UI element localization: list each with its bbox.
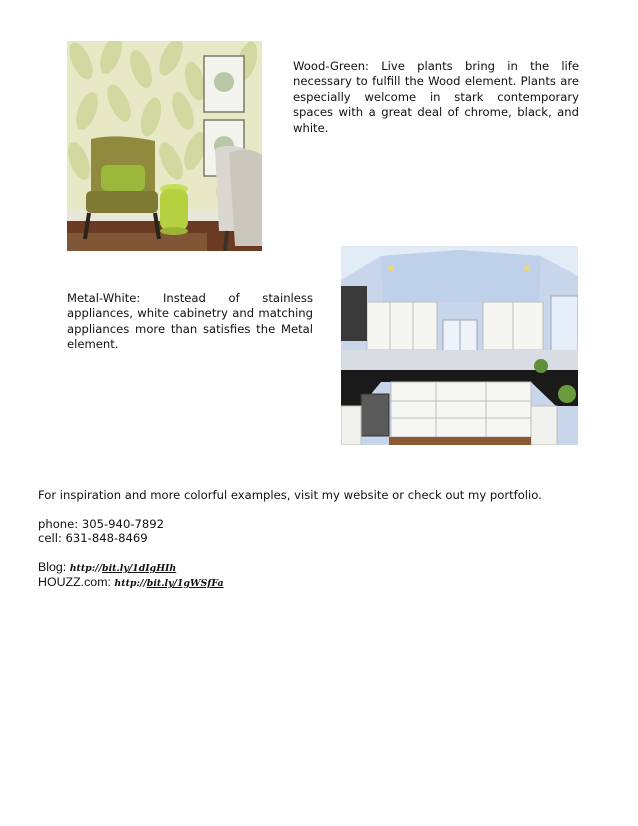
- kitchen-photo: [341, 246, 578, 445]
- blog-link[interactable]: [70, 563, 177, 574]
- houzz-link-path[interactable]: bit.ly/1gWSfFa: [146, 578, 224, 589]
- inspiration-text: For inspiration and more colorful examples, visit my website or check out my portfolio.: [38, 488, 542, 502]
- phone-number: phone: 305-940-7892: [38, 517, 165, 531]
- houzz-label: HOUZZ.com:: [38, 575, 115, 589]
- houzz-link[interactable]: [114, 578, 223, 589]
- houzz-link-prefix: http://: [114, 578, 147, 589]
- blog-link-path[interactable]: bit.ly/1dIgHIh: [102, 563, 177, 574]
- cell-number: cell: 631-848-8469: [38, 531, 148, 545]
- metal-white-paragraph: Metal-White: Instead of stainless appliances, white cabinetry and matching appliances more than satisfies the Metal element.: [67, 291, 313, 352]
- living-room-photo: [67, 41, 262, 251]
- blog-label: Blog:: [38, 560, 70, 574]
- houzz-line: [38, 575, 224, 591]
- blog-link-prefix: http://: [69, 563, 103, 574]
- wood-green-paragraph: Wood-Green: Live plants bring in the life necessary to fulfill the Wood element. Plants are especially welcome in stark contemporary spaces with a great deal of chrome, black, and white.: [293, 59, 579, 135]
- blog-line: [38, 560, 176, 576]
